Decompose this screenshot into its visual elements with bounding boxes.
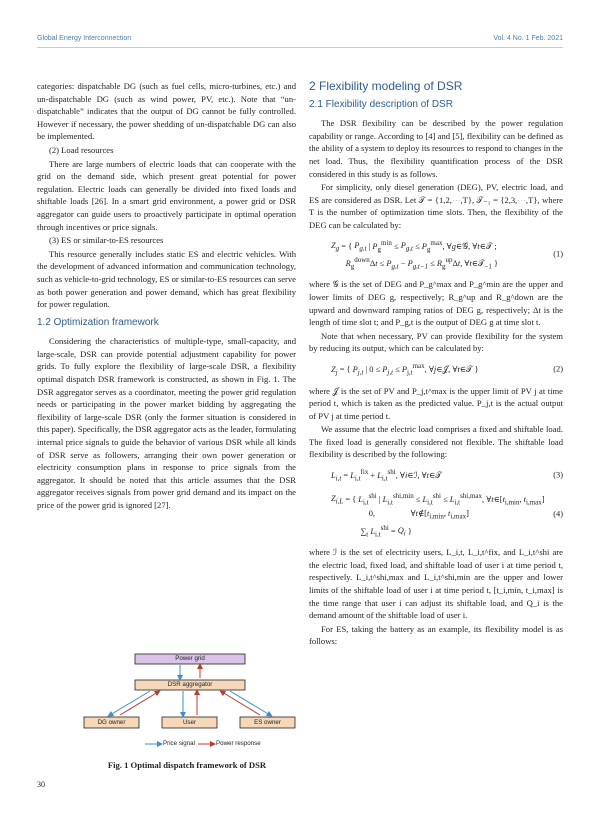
response-arrow [120, 692, 158, 715]
header-rule [37, 47, 563, 48]
figure-caption: Fig. 1 Optimal dispatch framework of DSR [107, 760, 267, 770]
equation-number: (2) [553, 364, 563, 374]
subheading-es: (3) ES or similar-to-ES resources [49, 235, 164, 246]
section-heading-2: 2 Flexibility modeling of DSR [309, 79, 463, 93]
paragraph: where 𝒥 is the set of PV and P_j,t^max is the upper limit of PV j at time period t, which is taken as the predicted value. P_j,t is the actual output of PV j at time period t. [309, 385, 563, 421]
response-arrow [222, 692, 260, 715]
es-owner-label: ES owner [254, 719, 281, 726]
paragraph: where ℐ is the set of electricity users, L_i,t, L_i,t^fix, and L_i,t^shi are the electric load, fixed load, and shiftable load of user i at time period t, respectively. L_i,t^shi,max and L_i,t^shi,min are the upper and lower limits of the shiftable load of user i at time period t, [t_i,min, t_i,max] is the time range that user i can adjust its shiftable load, and Q_i is the demand amount of the shiftable load of user i. [309, 547, 563, 621]
equation-4: $Z_{i,L}$ = { $L_{i,t}^{shi}$ | $L_{i,t}^{shi,min} \le L_{i,t}^{shi} \le L_{i,t}^{shi,max}$, $\forall t\in[t_{i,min}$, $t_{i,max}$] 0, $\forall t\notin[t_{i,min}$, $t_{i,max}$] $\sum_t$ $L_{i,t}^{shi} = Q_i$ } (4) [331, 491, 563, 539]
paragraph: For simplicity, only diesel generation (DEG), PV, electric load, and ES are considered as DSR. Let 𝒯 = {1,2,⋯,T}, 𝒯₋₁ = {2,3,⋯,T}, where T is the number of optimization time slots. Then, the flexibility of the DEG can be calculated by: [309, 182, 563, 230]
user-label: User [182, 719, 197, 726]
volume-info: Vol. 4 No. 1 Feb. 2021 [493, 35, 563, 42]
paragraph: There are large numbers of electric loads that can cooperate with the grid on the demand side, which present great potential for power regulation. Electric loads can generally be divided into fixed loads and shiftable loads [26]. In a smart grid environment, a power grid or DSR aggregator can guide users to proactively participate in optimal operation through incentives or price signals. [37, 158, 296, 232]
paragraph: We assume that the electric load comprises a fixed and shiftable load. The fixed load is generally considered not flexible. The shiftable load flexibility is described by the following: [309, 424, 563, 460]
paragraph: where 𝒢 is the set of DEG and P_g^max and P_g^min are the upper and lower limits of DEG g, respectively; R_g^up and R_g^down are the upward and downward ramping ratios of DEG g, respectively; Δt is the length of time slot t; and P_g,t is the output of DEG g at time slot t. [309, 279, 563, 328]
equation-number: (1) [553, 249, 563, 259]
page-number: 30 [37, 780, 45, 789]
left-column [37, 80, 296, 513]
paragraph: categories: dispatchable DG (such as fuel cells, micro-turbines, etc.) and un-dispatchable DG (such as wind power, PV, etc.). Note that “un-dispatchable” indicates that the output of DG cannot be fully controlled. However if necessary, the power shedding of un-dispatchable DG can also be implemented. [37, 81, 296, 142]
legend-price-label: Price signal [163, 740, 195, 747]
equation-number: (4) [553, 510, 563, 520]
section-heading-2-1: 2.1 Flexibility description of DSR [309, 98, 453, 110]
paragraph: Note that when necessary, PV can provide flexibility for the system by reducing its output, which can be calculated by: [309, 330, 563, 354]
paragraph: Considering the characteristics of multiple-type, small-capacity, and large-scale, DSR can provide potential adjustment capability for power grids. To fully explore the flexibility of large-scale DSR, a flexibility optimal dispatch DSR framework is constructed, as shown in Fig. 1. The DSR aggregator serves as a coordinator, meeting the power grid regulation needs or participating in the power market bidding by aggregating the flexibility of large-scale DSR (only the former situation is considered in this paper). Specifically, the DSR aggregator acts as the leader, formulating internal price signals to guide the behavior of various DSR while all kinds of DSR serve as followers, arranging their own power generation or electricity consumption plans in response to price signals from the aggregator. It should be noted that this article assumes that the DSR aggregator receives signals from power grid demand and its impact on the price of the power grid is ignored [27]. [37, 336, 296, 510]
figure-1 [80, 652, 300, 757]
power-grid-label: Power grid [175, 655, 205, 662]
subheading-load: (2) Load resources [49, 144, 114, 155]
section-heading-1-2: 1.2 Optimization framework [37, 316, 159, 328]
paragraph: For ES, taking the battery as an example, its flexibility model is as follows: [309, 623, 563, 647]
equation-3: $L_{i,t} = L_{i,t}^{fix} + L_{i,t}^{shi}$, ∀i∈ℐ, ∀t∈𝒯 (3) [331, 468, 563, 483]
equation-number: (3) [553, 470, 563, 480]
legend-response-label: Power response [216, 740, 261, 747]
right-column [309, 80, 563, 649]
journal-name: Global Energy Interconnection [37, 35, 132, 42]
paragraph: This resource generally includes static ES and electric vehicles. With the development of advanced information and communication technology, such as vehicle-to-grid technology, ES or similar-to-ES resources can serve as both power generation and power demand, which has great flexibility for power regulation. [37, 248, 296, 310]
paragraph: The DSR flexibility can be described by the power regulation capability or range. According to [4] and [5], flexibility can be defined as the ability of a system to deploy its resources to respond to changes in the net load. Thus, the flexibility quantification process of the DSR considered in this study is as follows. [309, 118, 563, 179]
equation-2: $Z_j$ = { $P_{j,t}$ | $0 \le P_{j,t} \le P_{j,t}^{max}$, ∀j∈𝒥, ∀t∈𝒯 } (2) [331, 362, 563, 377]
equation-1: $Z_g$ = { $P_{g,t}$ | $P_g^{min} \le P_{g,t} \le P_g^{max}$, ∀g∈𝒢, ∀t∈𝒯 ; $R_g^{down}\Delta t \le P_{g,t} - P_{g,t-1} \le R_g^{up}\Delta t$, ∀t∈𝒯$_{-1}$ } (1) [331, 238, 563, 271]
price-arrow [110, 691, 150, 715]
dg-owner-label: DG owner [97, 719, 126, 726]
aggregator-label: DSR aggregator [167, 681, 213, 688]
price-arrow [230, 691, 270, 715]
running-header [0, 0, 600, 58]
